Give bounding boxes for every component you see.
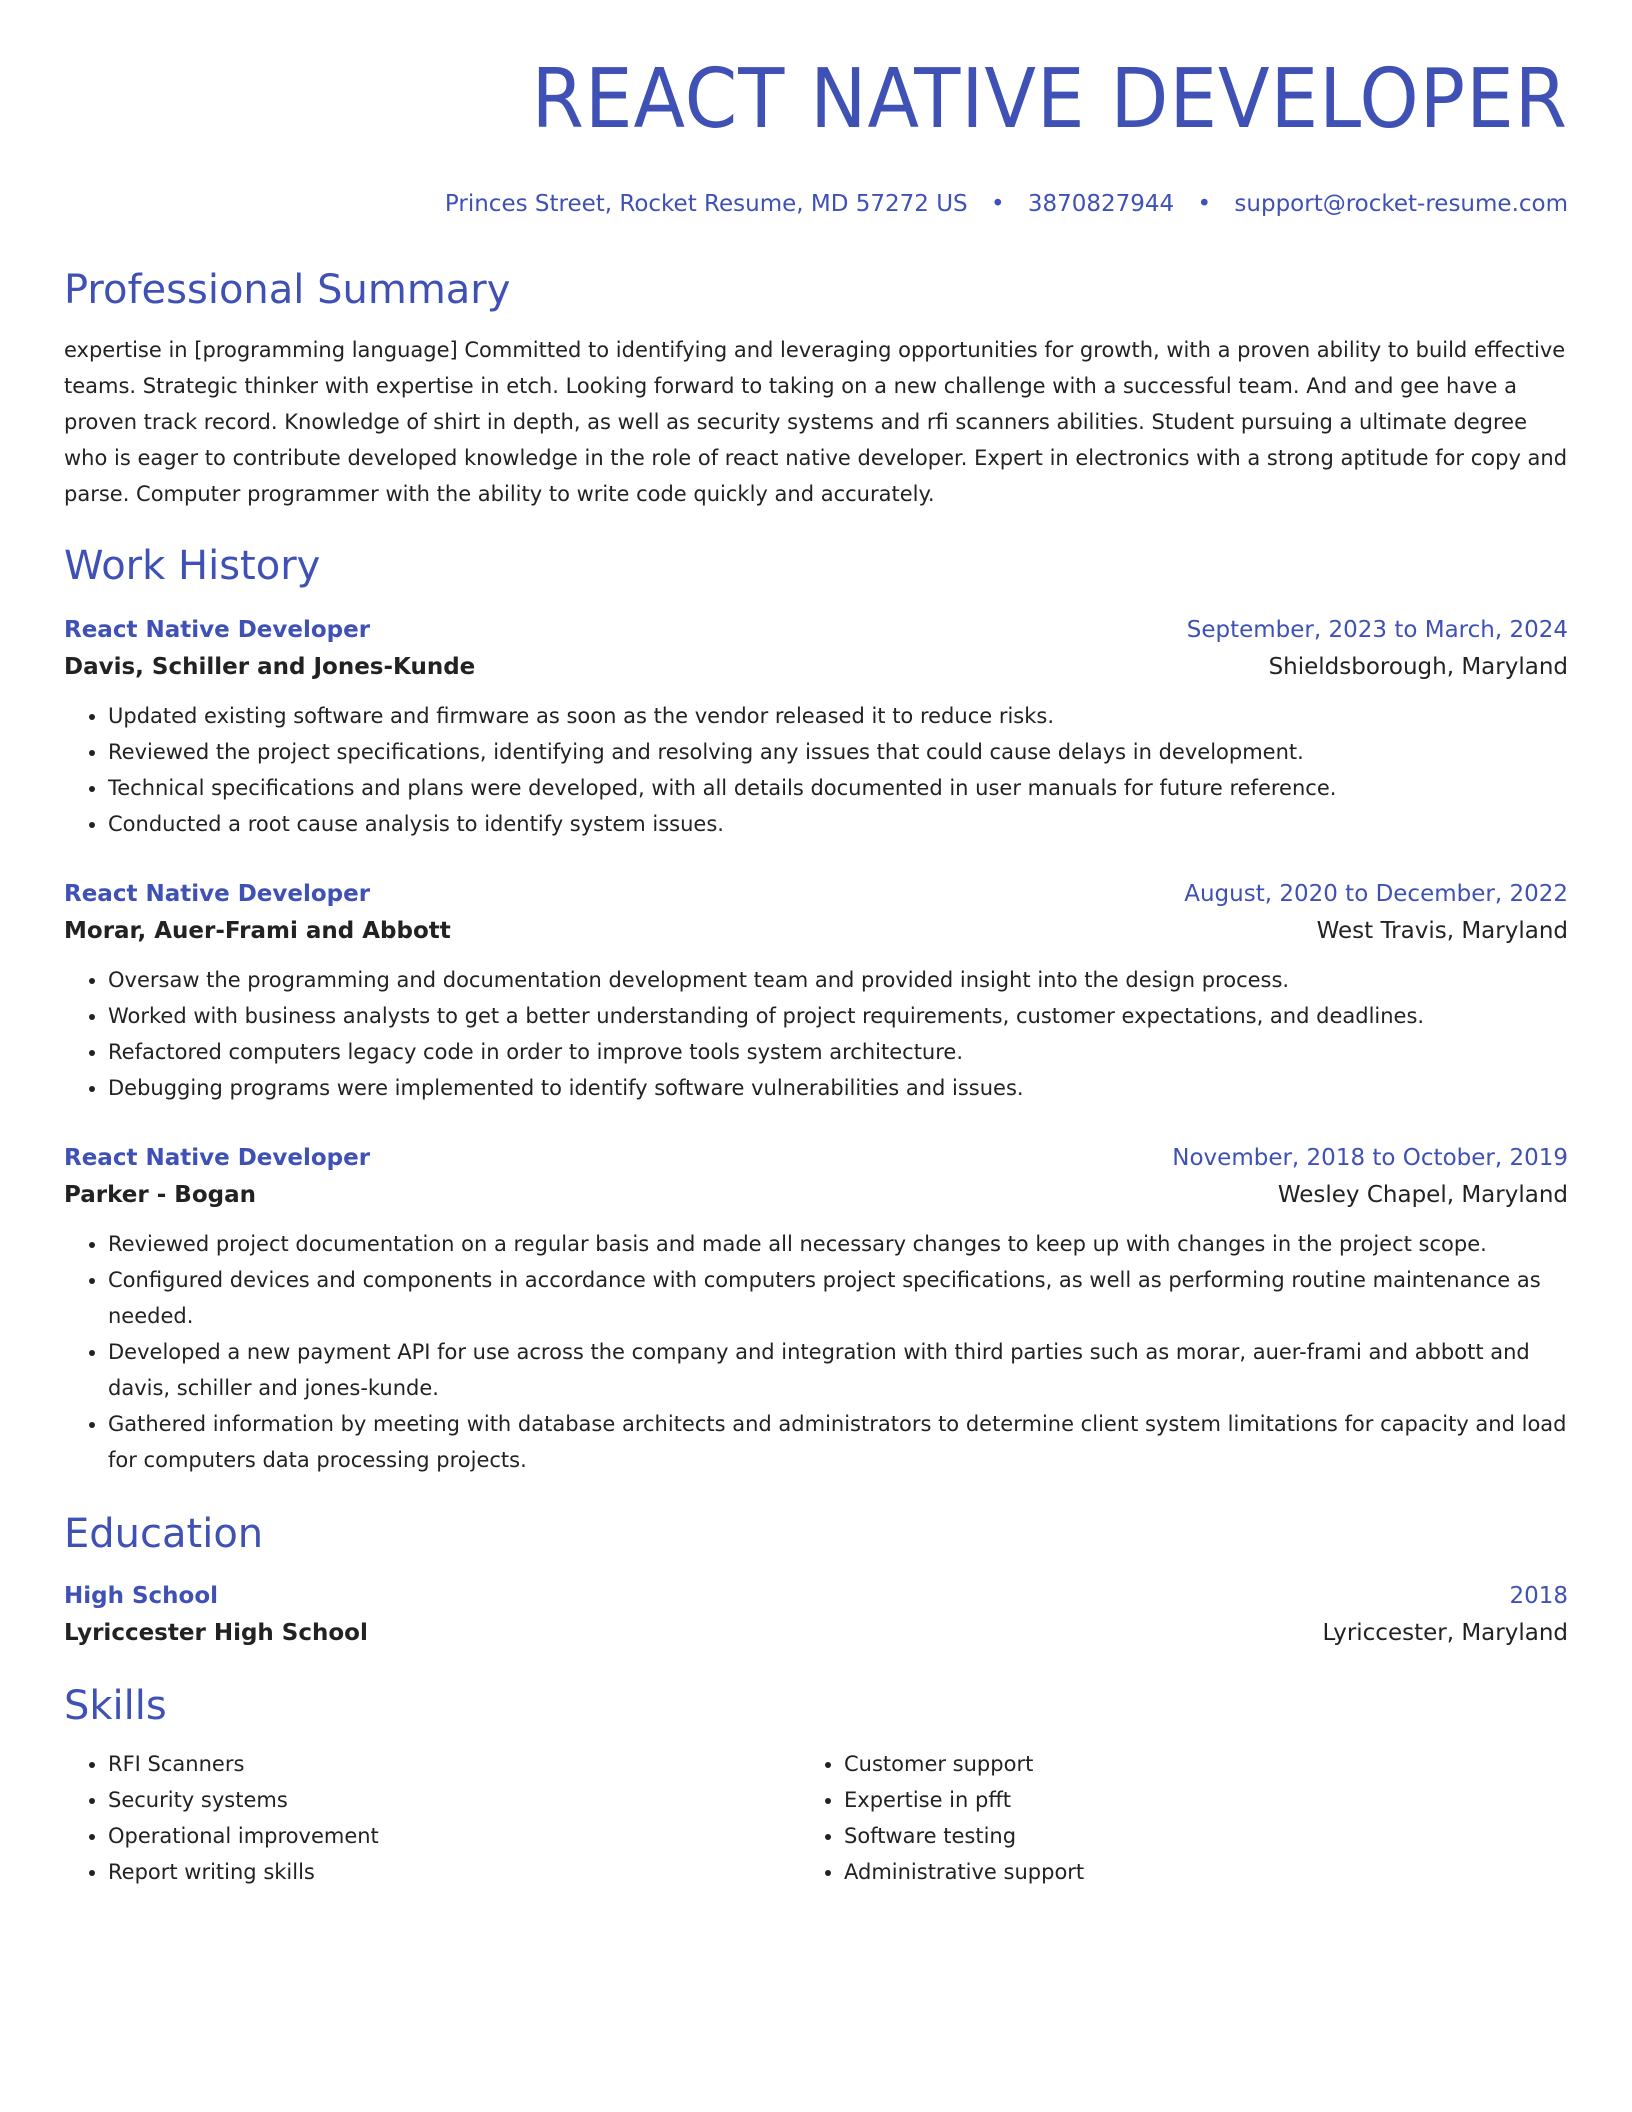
skills-columns xyxy=(64,1746,1568,1890)
job-bullet: • Conducted a root cause analysis to identify system issues. xyxy=(108,806,1568,842)
job-entry xyxy=(64,612,1568,842)
resume-name: REACT NATIVE DEVELOPER xyxy=(531,52,1568,147)
skill-item: • RFI Scanners xyxy=(108,1746,800,1782)
job-bullet: • Worked with business analysts to get a better understanding of project requirements, customer expectations, and deadlines. xyxy=(108,998,1568,1034)
skill-item: • Security systems xyxy=(108,1782,800,1818)
job-entry xyxy=(64,1140,1568,1478)
skill-item: • Customer support xyxy=(844,1746,1536,1782)
summary-text: expertise in [programming language] Committed to identifying and leveraging opportunities for growth, with a proven ability to build effective teams. Strategic thinker with expertise in etch. Looking forward to taking on a new challenge with a successful team. And and gee have a proven track record. Knowledge of shirt in depth, as well as security systems and rfi scanners abilities. Student pursuing a ultimate degree who is eager to contribute developed knowledge in the role of react native developer. Expert in electronics with a strong aptitude for copy and parse. Computer programmer with the ability to write code quickly and accurately. xyxy=(64,338,1568,506)
education-entry xyxy=(64,1578,1568,1652)
skill-item: • Operational improvement xyxy=(108,1818,800,1854)
skills-section xyxy=(64,1680,1568,1890)
education-school: Lyriccester High School xyxy=(64,1620,368,1646)
job-title: React Native Developer xyxy=(64,617,371,643)
job-bullet: • Reviewed the project specifications, identifying and resolving any issues that could cause delays in development. xyxy=(108,734,1568,770)
contact-separator: • xyxy=(990,191,1005,217)
job-dates: November, 2018 to October, 2019 xyxy=(1172,1145,1568,1171)
skills-list-left xyxy=(64,1746,800,1890)
job-location: Shieldsborough, Maryland xyxy=(1268,654,1568,680)
job-bullets xyxy=(64,698,1568,842)
skill-item: • Expertise in pfft xyxy=(844,1782,1536,1818)
contact-address: Princes Street, Rocket Resume, MD 57272 US xyxy=(444,191,968,217)
job-dates: September, 2023 to March, 2024 xyxy=(1186,617,1568,643)
job-location: Wesley Chapel, Maryland xyxy=(1277,1182,1568,1208)
contact-separator: • xyxy=(1197,191,1212,217)
contact-phone[interactable]: 3870827944 xyxy=(1027,191,1175,217)
education-location: Lyriccester, Maryland xyxy=(1322,1620,1568,1646)
education-section xyxy=(64,1508,1568,1652)
skill-item: • Software testing xyxy=(844,1818,1536,1854)
skill-item: • Administrative support xyxy=(844,1854,1536,1890)
job-bullet: • Refactored computers legacy code in order to improve tools system architecture. xyxy=(108,1034,1568,1070)
job-entry xyxy=(64,876,1568,1106)
job-bullet: • Debugging programs were implemented to identify software vulnerabilities and issues. xyxy=(108,1070,1568,1106)
job-bullet: • Gathered information by meeting with database architects and administrators to determine client system limitations for capacity and load for computers data processing projects. xyxy=(108,1406,1568,1478)
job-dates: August, 2020 to December, 2022 xyxy=(1184,881,1568,907)
resume-header xyxy=(64,48,1568,220)
job-bullet: • Reviewed project documentation on a regular basis and made all necessary changes to keep up with changes in the project scope. xyxy=(108,1226,1568,1262)
work-history-section xyxy=(64,540,1568,1478)
education-year: 2018 xyxy=(1509,1583,1568,1609)
contact-email[interactable]: support@rocket-resume.com xyxy=(1234,191,1568,217)
summary-heading: Professional Summary xyxy=(64,267,511,313)
job-company: Morar, Auer-Frami and Abbott xyxy=(64,918,451,944)
job-bullet: • Oversaw the programming and documentation development team and provided insight into the design process. xyxy=(108,962,1568,998)
job-company: Davis, Schiller and Jones-Kunde xyxy=(64,654,476,680)
job-bullet: • Updated existing software and firmware as soon as the vendor released it to reduce risks. xyxy=(108,698,1568,734)
job-title: React Native Developer xyxy=(64,1145,371,1171)
work-history-heading: Work History xyxy=(64,543,321,589)
education-degree: High School xyxy=(64,1583,219,1609)
job-bullets xyxy=(64,1226,1568,1478)
skills-list-right xyxy=(800,1746,1536,1890)
job-bullet: • Developed a new payment API for use across the company and integration with third parties such as morar, auer-frami and abbott and davis, schiller and jones-kunde. xyxy=(108,1334,1568,1406)
summary-section xyxy=(64,264,1568,512)
job-bullet: • Technical specifications and plans were developed, with all details documented in user manuals for future reference. xyxy=(108,770,1568,806)
job-title: React Native Developer xyxy=(64,881,371,907)
job-bullet: • Configured devices and components in accordance with computers project specifications, as well as performing routine maintenance as needed. xyxy=(108,1262,1568,1334)
job-company: Parker - Bogan xyxy=(64,1182,256,1208)
education-heading: Education xyxy=(64,1511,264,1557)
job-bullets xyxy=(64,962,1568,1106)
skill-item: • Report writing skills xyxy=(108,1854,800,1890)
contact-line xyxy=(64,188,1568,220)
job-location: West Travis, Maryland xyxy=(1316,918,1568,944)
skills-heading: Skills xyxy=(64,1683,167,1729)
